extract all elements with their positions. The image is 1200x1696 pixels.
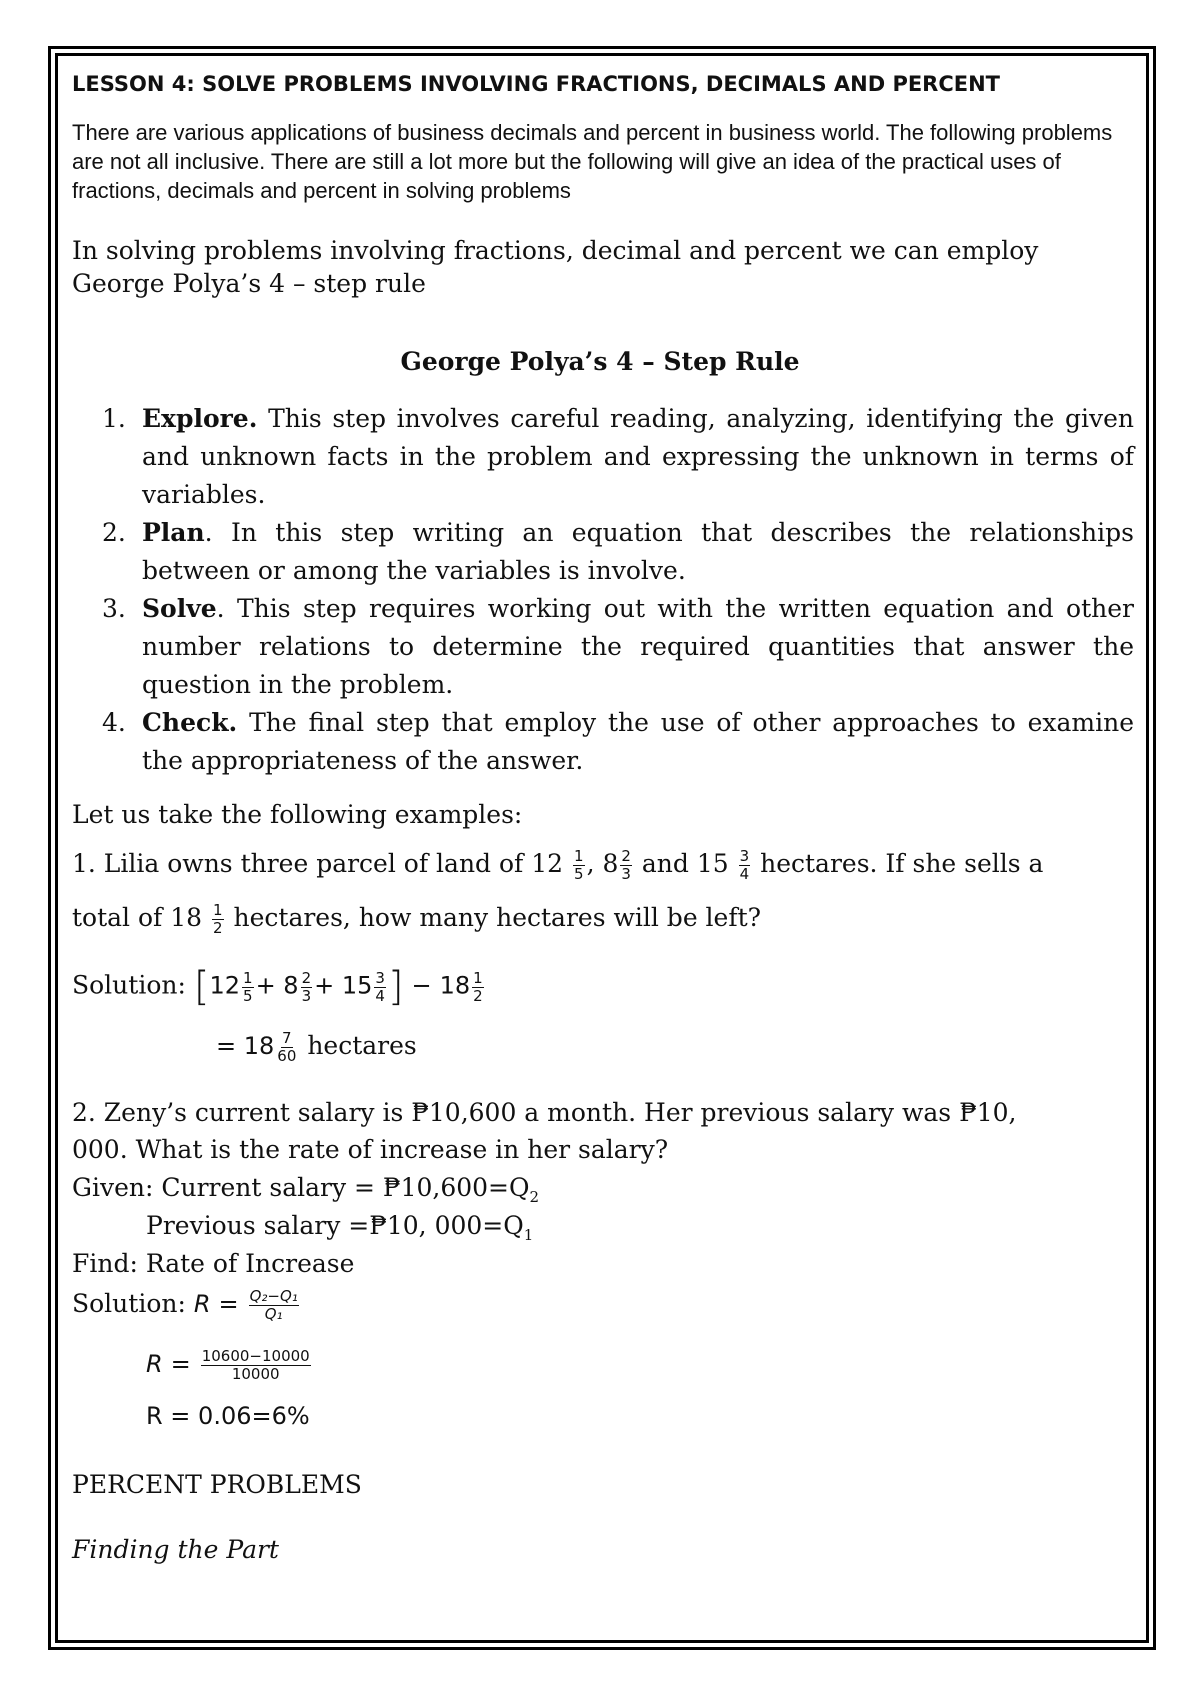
subscript: 1 [523, 1226, 534, 1244]
fraction: $\frac{1}{2}$ [213, 901, 223, 937]
fraction: $\frac{10600-10000}{10000}$ [201, 1347, 310, 1383]
intro-paragraph: There are various applications of business decimals and percent in business world. The following problems are not all inclusive. There are still a lot more but the following will give an idea of the practical uses of fractions, decimals and percent in solving problems [72, 120, 1113, 203]
fraction: $\frac{3}{4}$ [375, 968, 385, 1005]
step-term: Plan [142, 518, 205, 547]
variable: R [146, 1350, 163, 1378]
percent-heading: PERCENT PROBLEMS [72, 1470, 362, 1499]
step-text: . This step requires working out with the written equation and other number relations to determine the required quantities that answer the question in the problem. [142, 594, 1134, 699]
lesson-title: LESSON 4: SOLVE PROBLEMS INVOLVING FRACTIONS, DECIMALS AND PERCENT [72, 72, 1001, 96]
term: + 15 [314, 971, 373, 1000]
example-1-line-2 [72, 902, 761, 937]
employ-line-2: George Polya’s 4 – step rule [72, 269, 426, 298]
solution-label: Solution: [72, 1289, 186, 1318]
step-text: The final step that employ the use of other approaches to examine the appropriateness of the answer. [142, 708, 1134, 775]
step-item [102, 400, 1134, 514]
term: = 18 [216, 1032, 275, 1060]
step-text: . In this step writing an equation that describes the relationships between or among the variables is involve. [142, 518, 1134, 585]
find-line: Find: Rate of Increase [72, 1249, 355, 1278]
step-number: 4. [102, 708, 126, 737]
step-number: 1. [102, 404, 126, 433]
formula-line [72, 1288, 301, 1323]
result-line: R = 0.06=6% [146, 1402, 310, 1430]
term: + 8 [255, 971, 299, 1000]
step-term: Explore. [142, 404, 258, 433]
term: − [411, 971, 432, 1000]
bracket-close: ] [387, 964, 404, 1010]
example-1-result [216, 1030, 417, 1065]
bracket-open: [ [193, 964, 210, 1010]
polya-steps-list [72, 400, 1134, 780]
fraction: $\frac{\text{Q₂−Q₁}}{\text{Q₁}}$ [249, 1287, 298, 1323]
example-2-line-2: 000. What is the rate of increase in her salary? [72, 1135, 669, 1164]
subscript: 2 [529, 1188, 540, 1206]
employ-line-1: In solving problems involving fractions, decimal and percent we can employ [72, 236, 1039, 265]
step-item [102, 590, 1134, 704]
equals-sign: = [218, 1290, 239, 1318]
step-term: Check. [142, 708, 238, 737]
step-number: 2. [102, 518, 126, 547]
term: 18 [439, 971, 471, 1000]
text-run: and 15 [633, 849, 729, 878]
step-text: This step involves careful reading, analyzing, identifying the given and unknown facts in the problem and expressing the unknown in terms of variables. [142, 404, 1134, 509]
fraction: $\frac{1}{5}$ [574, 847, 584, 883]
given-line [72, 1173, 539, 1206]
text-run: Given: Current salary = ₱10,600=Q [72, 1173, 530, 1202]
equals-sign: = [170, 1350, 191, 1378]
example-1-solution [72, 964, 486, 1010]
step-item [102, 704, 1134, 780]
text-run: hectares. If she sells a [752, 849, 1044, 878]
solution-label: Solution: [72, 970, 186, 1000]
examples-intro: Let us take the following examples: [72, 800, 523, 829]
text-run: hectares, how many hectares will be left? [225, 903, 762, 932]
previous-line [146, 1211, 533, 1244]
rule-heading: George Polya’s 4 – Step Rule [400, 347, 800, 376]
term: 12 [209, 971, 241, 1000]
fraction: $\frac{2}{3}$ [621, 847, 631, 883]
text-run: hectares [299, 1031, 417, 1060]
text-run: , 8 [586, 849, 619, 878]
text-run: Previous salary =₱10, 000=Q [146, 1211, 524, 1240]
finding-part: Finding the Part [72, 1535, 279, 1564]
example-1-line-1 [72, 848, 1043, 883]
fraction: $\frac{1}{2}$ [473, 968, 483, 1005]
step-item [102, 514, 1134, 590]
variable: R [193, 1290, 211, 1318]
step-term: Solve [142, 594, 217, 623]
example-2-line-1: 2. Zeny’s current salary is ₱10,600 a month. Her previous salary was ₱10, [72, 1098, 1017, 1127]
fraction: $\frac{7}{60}$ [277, 1029, 297, 1065]
text-run: total of 18 [72, 903, 203, 932]
fraction: $\frac{3}{4}$ [739, 847, 750, 883]
calc-line [146, 1348, 313, 1383]
step-number: 3. [102, 594, 126, 623]
fraction: $\frac{1}{5}$ [243, 968, 253, 1005]
text-run: 1. Lilia owns three parcel of land of 12 [72, 849, 564, 878]
fraction: $\frac{2}{3}$ [301, 968, 312, 1005]
